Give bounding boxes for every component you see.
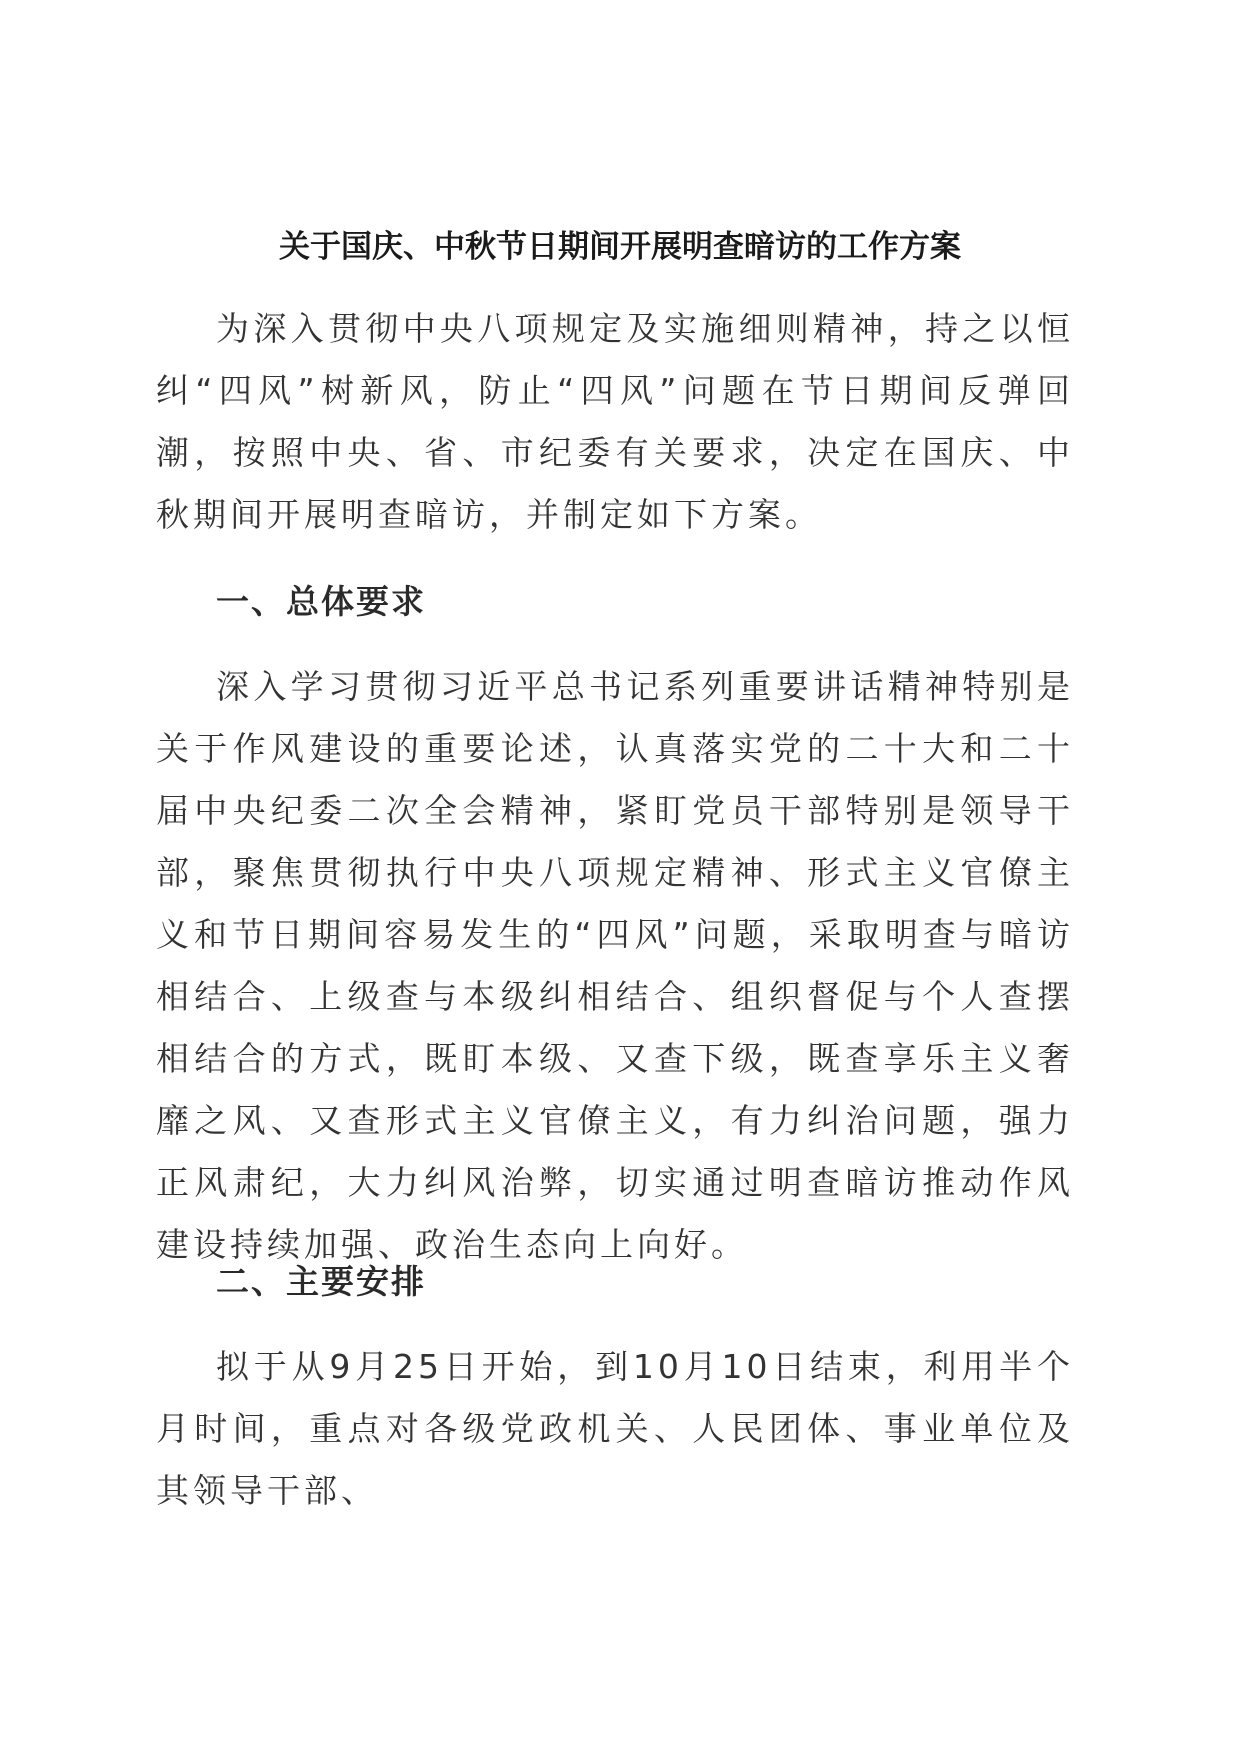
- document-title: 关于国庆、中秋节日期间开展明查暗访的工作方案: [279, 229, 961, 265]
- section-body-general-requirements: 深入学习贯彻习近平总书记系列重要讲话精神特别是关于作风建设的重要论述，认真落实党的二十大和二十届中央纪委二次全会精神，紧盯党员干部特别是领导干部，聚焦贯彻执行中央八项规定精神、形式主义官僚主义和节日期间容易发生的“四风”问题，采取明查与暗访相结合、上级查与本级纠相结合、组织督促与个人查摆相结合的方式，既盯本级、又查下级，既查享乐主义奢靡之风、又查形式主义官僚主义，有力纠治问题，强力正风肃纪，大力纠风治弊，切实通过明查暗访推动作风建设持续加强、政治生态向上向好。: [156, 667, 1074, 1264]
- section-heading-main-arrangements: 二、主要安排: [216, 1262, 426, 1301]
- section-body-main-arrangements: 拟于从9月25日开始，到10月10日结束，利用半个月时间，重点对各级党政机关、人民团体、事业单位及其领导干部、: [156, 1347, 1074, 1510]
- section-heading-general-requirements: 一、总体要求: [216, 582, 426, 621]
- intro-paragraph: 为深入贯彻中央八项规定及实施细则精神，持之以恒纠“四风”树新风，防止“四风”问题在节日期间反弹回潮，按照中央、省、市纪委有关要求，决定在国庆、中秋期间开展明查暗访，并制定如下方案。: [156, 309, 1074, 534]
